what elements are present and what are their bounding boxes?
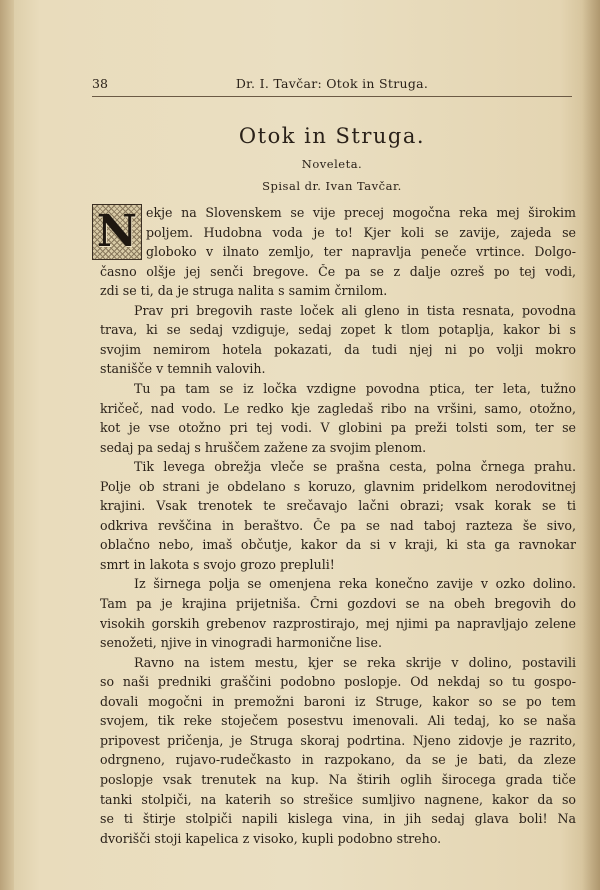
text-line: senožeti, njive in vinogradi harmonične lise. <box>100 635 382 651</box>
text-line: kričeč, nad vodo. Le redko kje zagledaš ribo na vršini, samo, otožno, <box>100 400 576 416</box>
text-line: pripovest pričenja, je Struga skoraj podrtina. Njeno zidovje je razrito, <box>100 732 576 748</box>
text-line: tanki stolpiči, na katerih so strešice sumljivo nagnene, kakor da so <box>100 791 576 807</box>
text-line: kot je vse otožno pri tej vodi. V globini pa preži tolsti som, ter se <box>100 420 576 436</box>
text-line: Polje ob strani je obdelano s koruzo, glavnim pridelkom nerodovitnej <box>100 478 576 494</box>
text-line: oblačno nebo, imaš občutje, kakor da si v kraji, ki sta ga ravnokar <box>100 537 576 553</box>
book-spine <box>0 0 14 890</box>
text-line: krajini. Vsak trenotek te srečavajo lačni obrazi; vsak korak se ti <box>100 498 576 514</box>
text-line: poslopje vsak trenutek na kup. Na štirih oglih širocega grada tiče <box>100 771 576 787</box>
text-line: odrgneno, rujavo-rudečkasto in razpokano, da se je bati, da zleze <box>100 752 576 768</box>
running-header <box>92 74 572 97</box>
text-line: globoko v ilnato zemljo, ter napravlja peneče vrtince. Dolgo- <box>146 244 576 260</box>
text-line: poljem. Hudobna voda je to! Kjer koli se zavije, zajeda se <box>146 224 576 240</box>
text-line: trava, ki se sedaj vzdiguje, sedaj zopet k tlom potaplja, kakor bi s <box>100 322 576 338</box>
text-line: svojem, tik reke stoječem posestvu imenovali. Ali tedaj, ko se naša <box>100 713 576 729</box>
text-line: dvorišči stoji kapelica z visoko, kupli podobno streho. <box>100 830 442 846</box>
page-edge-shadow <box>582 0 600 890</box>
text-line: Iz širnega polja se omenjena reka konečno zavije v ozko dolino. <box>134 576 576 592</box>
story-subtitle: Noveleta. <box>301 157 363 171</box>
text-line: sedaj pa sedaj s hruščem zažene za svojim plenom. <box>100 439 427 455</box>
text-line: dovali mogočni in premožni baroni iz Struge, kakor so se po tem <box>100 693 576 709</box>
text-line: časno olšje jej senči bregove. Če pa se z dalje ozreš po tej vodi, <box>100 263 576 279</box>
author-line: Spisal dr. Ivan Tavčar. <box>262 179 402 193</box>
text-line: ekje na Slovenskem se vije precej mogočna reka mej širokim <box>146 205 576 220</box>
text-line: Tik levega obrežja vleče se prašna cesta, polna črnega prahu. <box>134 459 576 475</box>
text-line: stanišče v temnih valovih. <box>100 361 266 377</box>
text-line: Prav pri bregovih raste loček ali gleno in tista resnata, povodna <box>134 302 576 318</box>
text-line: visokih gorskih grebenov razprostirajo, mej njimi pa napravljajo zelene <box>100 615 576 631</box>
text-line: smrt in lakota s svojo grozo prepluli! <box>100 556 335 572</box>
text-line: Tu pa tam se iz ločka vzdigne povodna ptica, ter leta, tužno <box>134 380 576 396</box>
drop-cap-letter: N <box>96 206 138 257</box>
text-line: Tam pa je krajina prijetniša. Črni gozdovi se na obeh bregovih do <box>100 596 576 611</box>
running-title: Dr. I. Tavčar: Otok in Struga. <box>235 76 429 91</box>
page-number: 38 <box>92 76 108 91</box>
text-line: svojim nemirom hotela pokazati, da tudi njej ni po volji mokro <box>100 341 576 357</box>
story-title: Otok in Struga. <box>238 124 426 148</box>
text-line: so naši predniki graščini podobno poslopje. Od nekdaj so tu gospo- <box>100 674 576 690</box>
text-line: Ravno na istem mestu, kjer se reka skrije v dolino, postavili <box>134 654 576 670</box>
text-line: zdi se ti, da je struga nalita s samim črnilom. <box>100 283 388 299</box>
drop-cap-initial <box>92 204 142 260</box>
text-line: se ti štirje stolpiči napili kislega vina, in jih sedaj glava boli! Na <box>100 811 576 827</box>
text-line: odkriva revščina in beraštvo. Če pa se nad taboj razteza še sivo, <box>100 517 576 533</box>
